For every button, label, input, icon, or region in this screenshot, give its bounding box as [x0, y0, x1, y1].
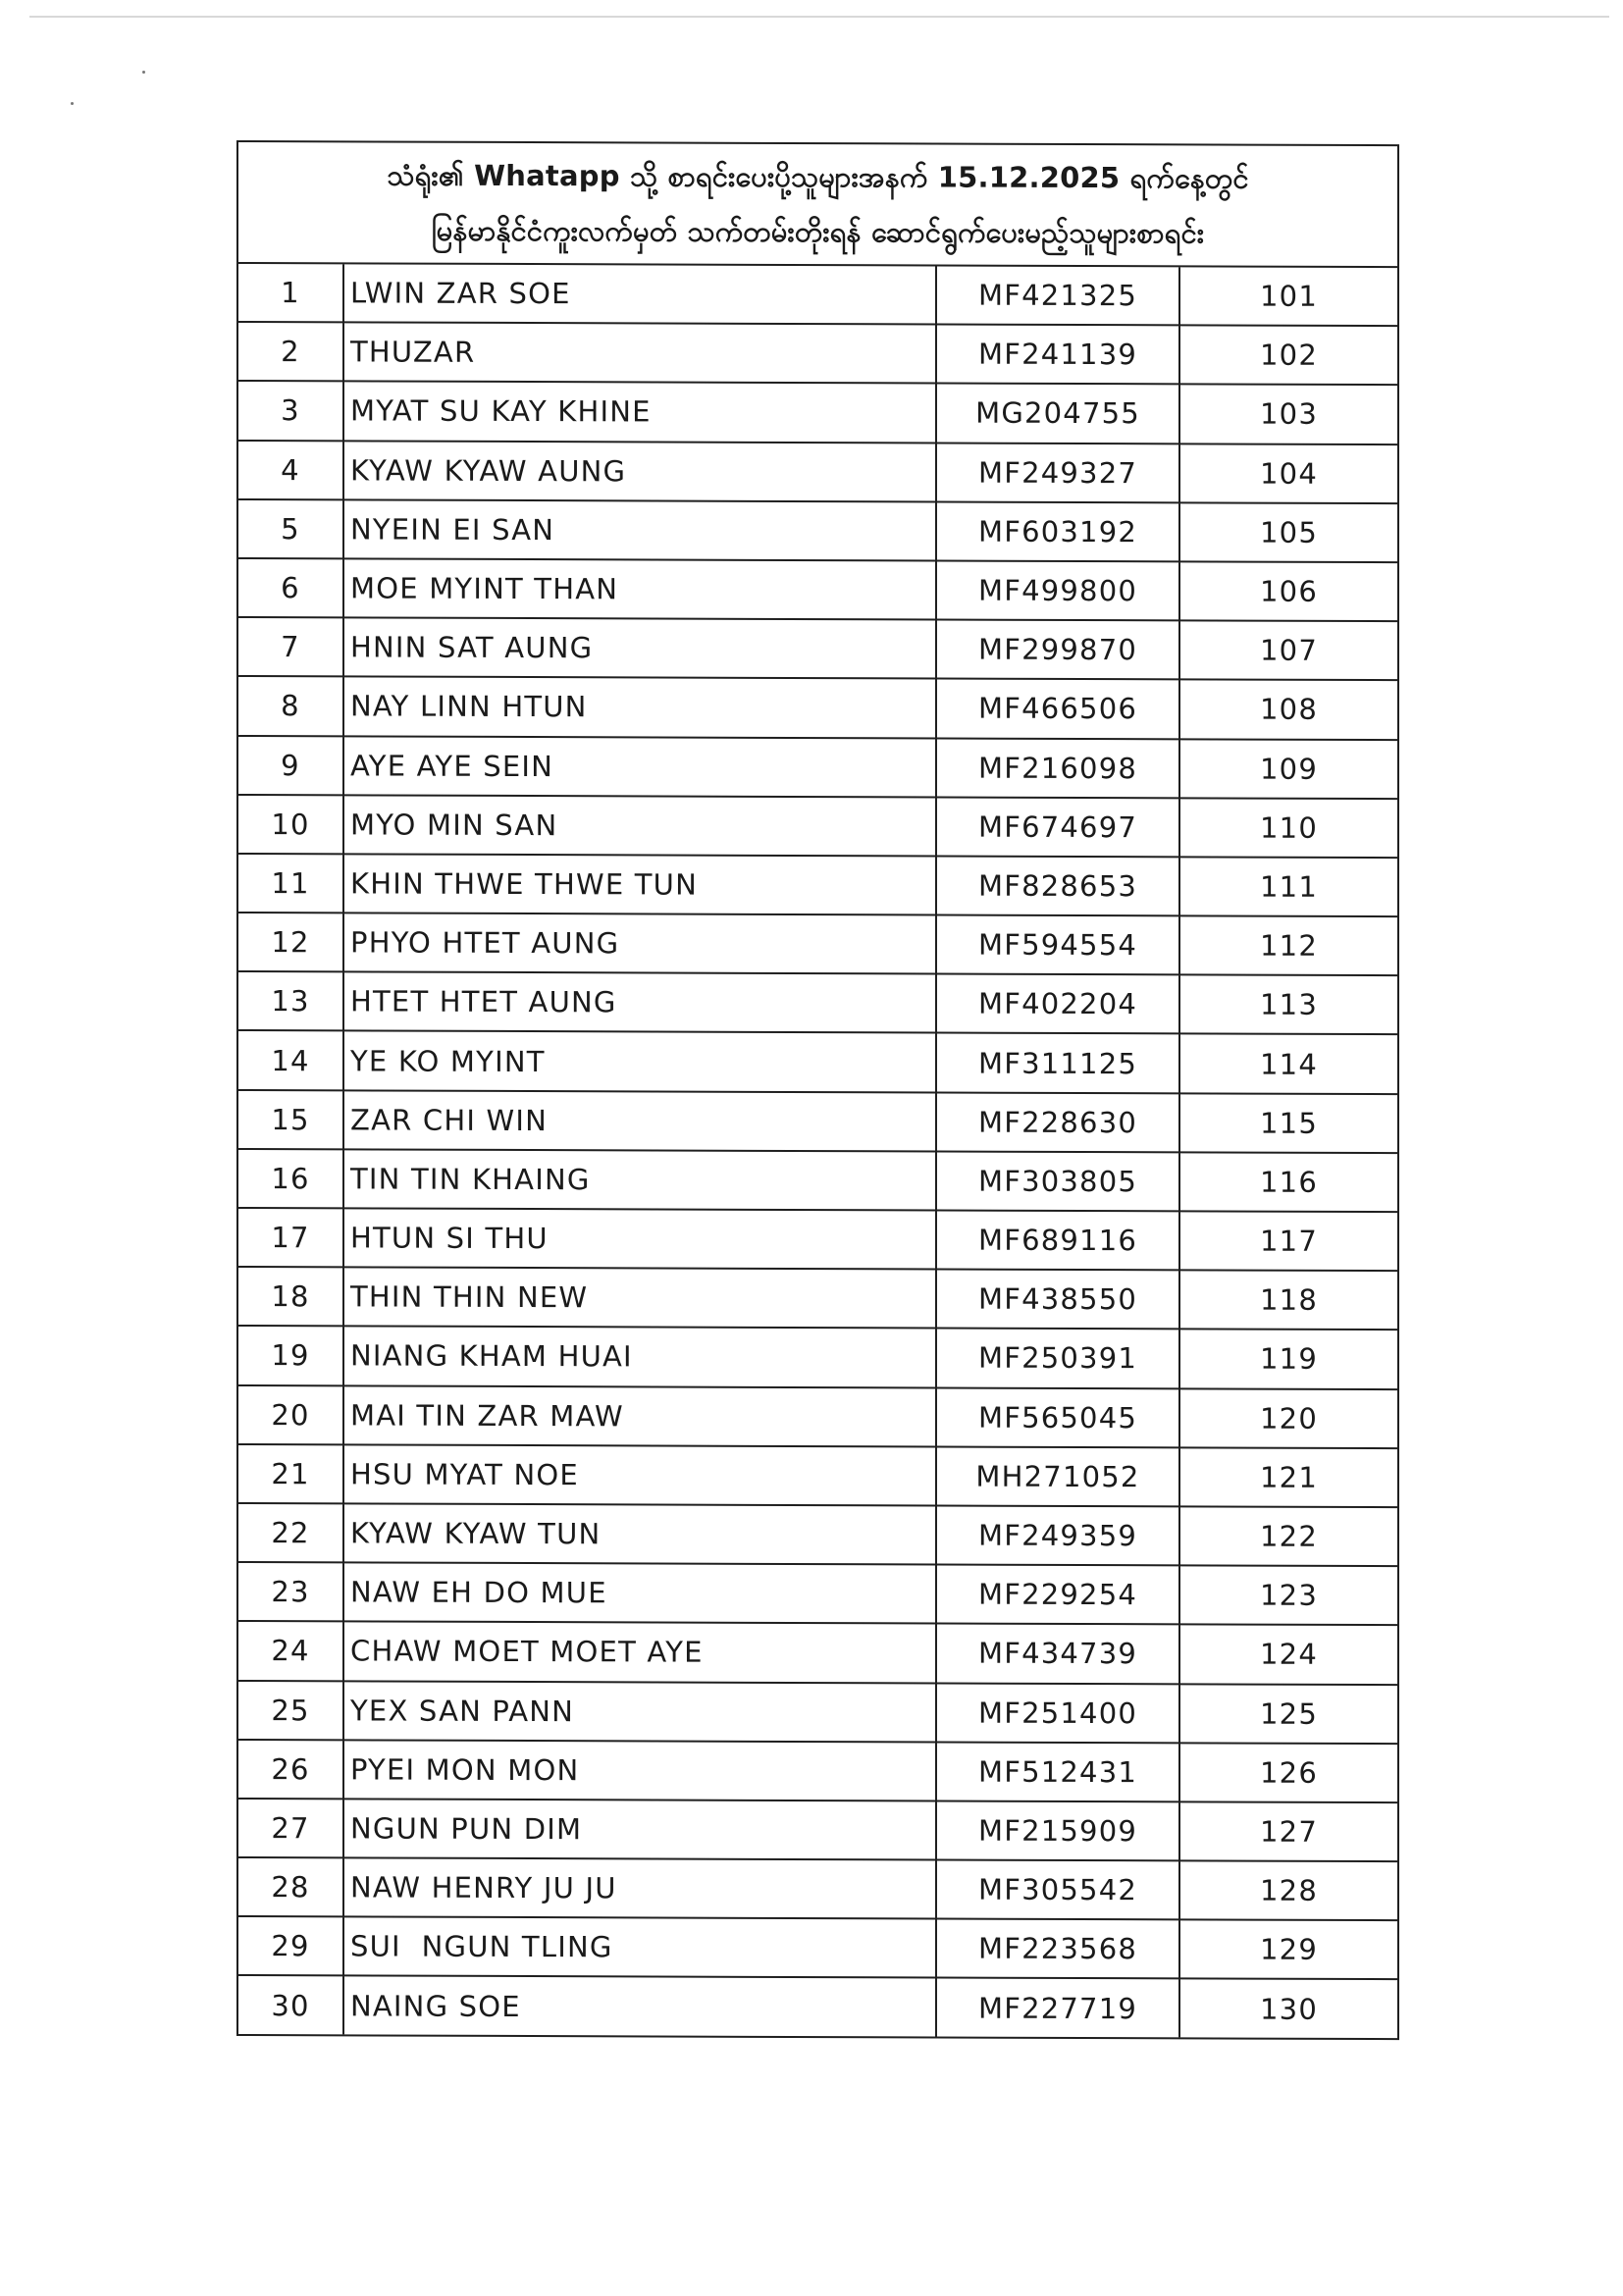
- table-row: [238, 1975, 1397, 2037]
- name-cell: PYEI MON MON: [343, 1740, 936, 1800]
- row-number-cell: 6: [238, 558, 343, 618]
- passport-number-cell: MF251400: [936, 1683, 1179, 1743]
- name-cell: YE KO MYINT: [343, 1031, 936, 1092]
- table-row: [238, 1030, 1397, 1093]
- sequence-number-cell: 101: [1179, 267, 1397, 326]
- name-cell: HTUN SI THU: [343, 1208, 936, 1269]
- table-row: [238, 736, 1397, 799]
- sequence-number-cell: 111: [1179, 857, 1397, 916]
- name-cell: HTET HTET AUNG: [343, 972, 936, 1033]
- row-number-cell: 18: [238, 1267, 343, 1327]
- row-number-cell: 5: [238, 499, 343, 559]
- name-cell: MAI TIN ZAR MAW: [343, 1385, 936, 1446]
- row-number-cell: 24: [238, 1621, 343, 1681]
- table-row: [238, 381, 1397, 444]
- sequence-number-cell: 118: [1179, 1271, 1397, 1331]
- name-cell: NAING SOE: [343, 1976, 936, 2036]
- sequence-number-cell: 106: [1179, 561, 1397, 621]
- sequence-number-cell: 129: [1179, 1920, 1397, 1980]
- row-number-cell: 13: [238, 971, 343, 1031]
- table-body: [238, 264, 1397, 2038]
- sequence-number-cell: 110: [1179, 798, 1397, 858]
- passport-number-cell: MF594554: [936, 915, 1179, 975]
- sequence-number-cell: 123: [1179, 1565, 1397, 1625]
- table-row: [238, 322, 1397, 385]
- scan-edge-line: [29, 16, 1609, 18]
- table-row: [238, 1799, 1397, 1861]
- sequence-number-cell: 107: [1179, 620, 1397, 680]
- passport-number-cell: MF421325: [936, 266, 1179, 325]
- passport-number-cell: MF603192: [936, 501, 1179, 561]
- table-row: [238, 1385, 1397, 1448]
- name-cell: HNIN SAT AUNG: [343, 618, 936, 679]
- table-row: [238, 1916, 1397, 1979]
- passport-number-cell: MF311125: [936, 1033, 1179, 1093]
- row-number-cell: 14: [238, 1030, 343, 1090]
- sequence-number-cell: 122: [1179, 1506, 1397, 1566]
- title-line-1: သံရုံး၏ Whatapp သို့ စာရင်းပေးပို့သူများအနက် 15.12.2025 ရက်နေ့တွင်: [387, 158, 1249, 195]
- sequence-number-cell: 114: [1179, 1034, 1397, 1094]
- row-number-cell: 20: [238, 1385, 343, 1445]
- name-cell: KYAW KYAW TUN: [343, 1503, 936, 1564]
- passport-number-cell: MF216098: [936, 738, 1179, 798]
- name-cell: PHYO HTET AUNG: [343, 913, 936, 973]
- row-number-cell: 25: [238, 1681, 343, 1741]
- name-cell: LWIN ZAR SOE: [343, 264, 936, 324]
- sequence-number-cell: 121: [1179, 1447, 1397, 1507]
- passport-number-cell: MF674697: [936, 797, 1179, 857]
- table-header: [238, 142, 1397, 268]
- passport-number-cell: MF299870: [936, 620, 1179, 680]
- sequence-number-cell: 113: [1179, 975, 1397, 1035]
- row-number-cell: 12: [238, 913, 343, 972]
- name-cell: THUZAR: [343, 323, 936, 384]
- table-row: [238, 795, 1397, 858]
- sequence-number-cell: 128: [1179, 1860, 1397, 1920]
- name-cell: MOE MYINT THAN: [343, 558, 936, 619]
- table-row: [238, 1208, 1397, 1271]
- sequence-number-cell: 126: [1179, 1743, 1397, 1802]
- passport-number-cell: MG204755: [936, 384, 1179, 444]
- applicant-table: [238, 264, 1397, 2038]
- row-number-cell: 3: [238, 381, 343, 441]
- table-row: [238, 264, 1397, 326]
- scan-speck: [142, 71, 145, 74]
- name-cell: KHIN THWE THWE TUN: [343, 854, 936, 914]
- scan-speck: [71, 102, 74, 105]
- name-cell: NIANG KHAM HUAI: [343, 1327, 936, 1387]
- row-number-cell: 29: [238, 1916, 343, 1976]
- row-number-cell: 9: [238, 736, 343, 796]
- passport-number-cell: MF303805: [936, 1151, 1179, 1211]
- name-cell: KYAW KYAW AUNG: [343, 441, 936, 501]
- passport-number-cell: MF250391: [936, 1329, 1179, 1388]
- table-row: [238, 971, 1397, 1034]
- name-cell: CHAW MOET MOET AYE: [343, 1622, 936, 1683]
- title-line-2: မြန်မာနိုင်ငံကူးလက်မှတ် သက်တမ်းတိုးရန် ဆောင်ရွက်ပေးမည့်သူများစာရင်း: [431, 213, 1205, 250]
- sequence-number-cell: 115: [1179, 1093, 1397, 1153]
- row-number-cell: 21: [238, 1444, 343, 1504]
- applicant-list-table: [236, 140, 1399, 2040]
- row-number-cell: 19: [238, 1326, 343, 1385]
- row-number-cell: 2: [238, 322, 343, 382]
- passport-number-cell: MF228630: [936, 1092, 1179, 1152]
- passport-number-cell: MF227719: [936, 1978, 1179, 2037]
- passport-number-cell: MF402204: [936, 974, 1179, 1034]
- table-row: [238, 1740, 1397, 1802]
- name-cell: NGUN PUN DIM: [343, 1799, 936, 1859]
- sequence-number-cell: 102: [1179, 326, 1397, 386]
- passport-number-cell: MF305542: [936, 1860, 1179, 1920]
- sequence-number-cell: 103: [1179, 385, 1397, 444]
- passport-number-cell: MF215909: [936, 1800, 1179, 1860]
- sequence-number-cell: 124: [1179, 1625, 1397, 1685]
- sequence-number-cell: 112: [1179, 915, 1397, 975]
- passport-number-cell: MF512431: [936, 1742, 1179, 1801]
- name-cell: ZAR CHI WIN: [343, 1090, 936, 1151]
- table-row: [238, 558, 1397, 621]
- passport-number-cell: MF249327: [936, 443, 1179, 502]
- sequence-number-cell: 104: [1179, 444, 1397, 503]
- name-cell: TIN TIN KHAING: [343, 1149, 936, 1210]
- sequence-number-cell: 117: [1179, 1211, 1397, 1271]
- sequence-number-cell: 109: [1179, 739, 1397, 799]
- passport-number-cell: MF438550: [936, 1270, 1179, 1330]
- table-row: [238, 1444, 1397, 1507]
- sequence-number-cell: 130: [1179, 1979, 1397, 2038]
- name-cell: SUI NGUN TLING: [343, 1917, 936, 1978]
- row-number-cell: 15: [238, 1090, 343, 1150]
- name-cell: AYE AYE SEIN: [343, 736, 936, 797]
- passport-number-cell: MF689116: [936, 1210, 1179, 1270]
- name-cell: NAW EH DO MUE: [343, 1563, 936, 1624]
- table-row: [238, 617, 1397, 680]
- passport-number-cell: MF499800: [936, 560, 1179, 620]
- row-number-cell: 17: [238, 1208, 343, 1268]
- passport-number-cell: MF241139: [936, 325, 1179, 385]
- row-number-cell: 16: [238, 1149, 343, 1209]
- passport-number-cell: MF565045: [936, 1387, 1179, 1447]
- table-row: [238, 1857, 1397, 1920]
- table-row: [238, 1681, 1397, 1744]
- name-cell: MYO MIN SAN: [343, 795, 936, 856]
- sequence-number-cell: 127: [1179, 1801, 1397, 1861]
- row-number-cell: 11: [238, 854, 343, 913]
- row-number-cell: 4: [238, 441, 343, 500]
- row-number-cell: 22: [238, 1503, 343, 1563]
- table-row: [238, 1326, 1397, 1388]
- name-cell: THIN THIN NEW: [343, 1268, 936, 1329]
- table-row: [238, 1621, 1397, 1684]
- row-number-cell: 27: [238, 1799, 343, 1858]
- row-number-cell: 26: [238, 1740, 343, 1800]
- passport-number-cell: MF466506: [936, 679, 1179, 739]
- sequence-number-cell: 125: [1179, 1684, 1397, 1744]
- row-number-cell: 28: [238, 1857, 343, 1917]
- table-row: [238, 676, 1397, 739]
- table-row: [238, 1562, 1397, 1625]
- sequence-number-cell: 120: [1179, 1388, 1397, 1448]
- row-number-cell: 8: [238, 676, 343, 736]
- passport-number-cell: MH271052: [936, 1446, 1179, 1506]
- passport-number-cell: MF249359: [936, 1505, 1179, 1565]
- table-row: [238, 1503, 1397, 1566]
- passport-number-cell: MF828653: [936, 856, 1179, 915]
- passport-number-cell: MF434739: [936, 1624, 1179, 1684]
- row-number-cell: 10: [238, 795, 343, 855]
- name-cell: NAW HENRY JU JU: [343, 1857, 936, 1918]
- name-cell: HSU MYAT NOE: [343, 1444, 936, 1505]
- sequence-number-cell: 105: [1179, 502, 1397, 562]
- sequence-number-cell: 119: [1179, 1330, 1397, 1389]
- table-row: [238, 913, 1397, 975]
- table-row: [238, 854, 1397, 916]
- sequence-number-cell: 116: [1179, 1152, 1397, 1212]
- passport-number-cell: MF223568: [936, 1919, 1179, 1979]
- table-row: [238, 441, 1397, 503]
- table-row: [238, 1149, 1397, 1212]
- table-row: [238, 499, 1397, 562]
- passport-number-cell: MF229254: [936, 1565, 1179, 1625]
- row-number-cell: 23: [238, 1562, 343, 1622]
- name-cell: NAY LINN HTUN: [343, 677, 936, 738]
- name-cell: MYAT SU KAY KHINE: [343, 382, 936, 443]
- table-row: [238, 1267, 1397, 1330]
- row-number-cell: 1: [238, 264, 343, 323]
- table-row: [238, 1090, 1397, 1153]
- sequence-number-cell: 108: [1179, 680, 1397, 740]
- name-cell: NYEIN EI SAN: [343, 499, 936, 560]
- row-number-cell: 30: [238, 1975, 343, 2034]
- row-number-cell: 7: [238, 617, 343, 677]
- name-cell: YEX SAN PANN: [343, 1681, 936, 1742]
